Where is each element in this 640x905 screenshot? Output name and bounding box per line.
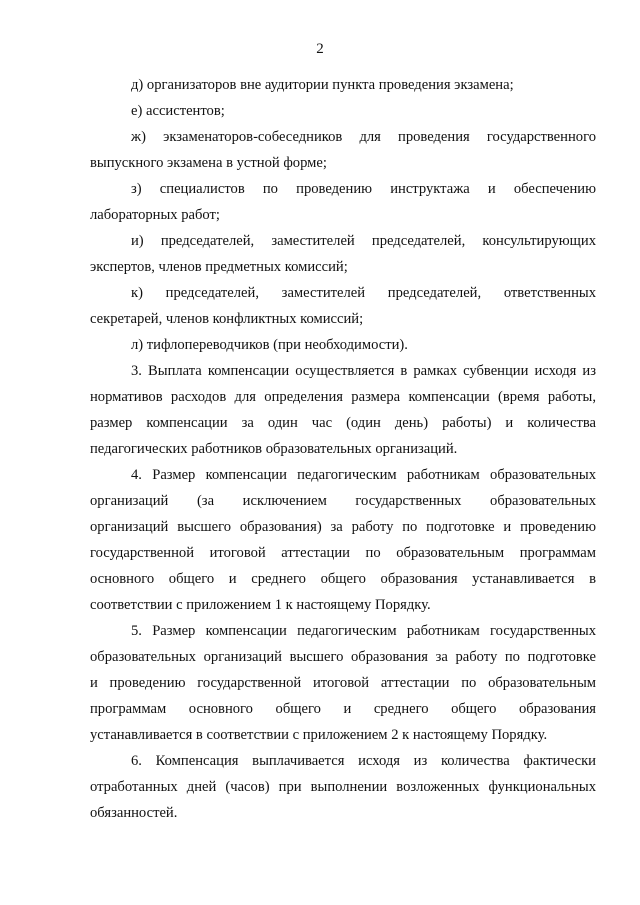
paragraph: [90, 332, 596, 358]
paragraph-line: ж) экзаменаторов-собеседников для проведения государственного: [131, 129, 596, 145]
paragraph-line: обязанностей.: [90, 805, 178, 821]
paragraph: [90, 462, 596, 618]
paragraph-line: организаций высшего образования) за работу по подготовке и проведению: [90, 519, 596, 535]
paragraph-line: 6. Компенсация выплачивается исходя из количества фактически: [131, 753, 596, 769]
paragraph-line: размер компенсации за один час (один день) работы) и количества: [90, 415, 596, 431]
paragraph: [90, 176, 596, 228]
paragraph: [90, 358, 596, 462]
paragraph-line: соответствии с приложением 1 к настоящему Порядку.: [90, 597, 431, 613]
page-number: 2: [316, 41, 324, 57]
paragraph-line: д) организаторов вне аудитории пункта проведения экзамена;: [131, 77, 514, 93]
paragraph-line: и) председателей, заместителей председателей, консультирующих: [131, 233, 596, 249]
paragraph: [90, 228, 596, 280]
paragraph-line: и проведению государственной итоговой аттестации по образовательным: [90, 675, 596, 691]
paragraph-line: отработанных дней (часов) при выполнении возложенных функциональных: [90, 779, 596, 795]
paragraph-line: государственной итоговой аттестации по образовательным программам: [90, 545, 596, 561]
paragraph: [90, 98, 596, 124]
paragraph-line: з) специалистов по проведению инструктажа и обеспечению: [131, 181, 596, 197]
paragraph-line: экспертов, членов предметных комиссий;: [90, 259, 348, 275]
paragraph-line: нормативов расходов для определения размера компенсации (время работы,: [90, 389, 596, 405]
paragraph: [90, 72, 596, 98]
paragraph-line: устанавливается в соответствии с приложением 2 к настоящему Порядку.: [90, 727, 548, 743]
paragraph-line: 3. Выплата компенсации осуществляется в рамках субвенции исходя из: [131, 363, 596, 379]
document-body: [90, 72, 596, 826]
paragraph-line: 5. Размер компенсации педагогическим работникам государственных: [131, 623, 596, 639]
paragraph-line: педагогических работников образовательных организаций.: [90, 441, 458, 457]
paragraph-line: программам основного общего и среднего общего образования: [90, 701, 596, 717]
paragraph-line: секретарей, членов конфликтных комиссий;: [90, 311, 364, 327]
paragraph-line: 4. Размер компенсации педагогическим работникам образовательных: [131, 467, 596, 483]
paragraph: [90, 124, 596, 176]
paragraph-line: основного общего и среднего общего образования устанавливается в: [90, 571, 596, 587]
paragraph-line: выпускного экзамена в устной форме;: [90, 155, 327, 171]
paragraph: [90, 748, 596, 826]
paragraph-line: л) тифлопереводчиков (при необходимости).: [131, 337, 408, 353]
paragraph-line: организаций (за исключением государственных образовательных: [90, 493, 596, 509]
paragraph: [90, 280, 596, 332]
paragraph-line: к) председателей, заместителей председателей, ответственных: [131, 285, 596, 301]
paragraph-line: образовательных организаций высшего образования за работу по подготовке: [90, 649, 596, 665]
paragraph-line: лабораторных работ;: [90, 207, 220, 223]
paragraph-line: е) ассистентов;: [131, 103, 225, 119]
paragraph: [90, 618, 596, 748]
